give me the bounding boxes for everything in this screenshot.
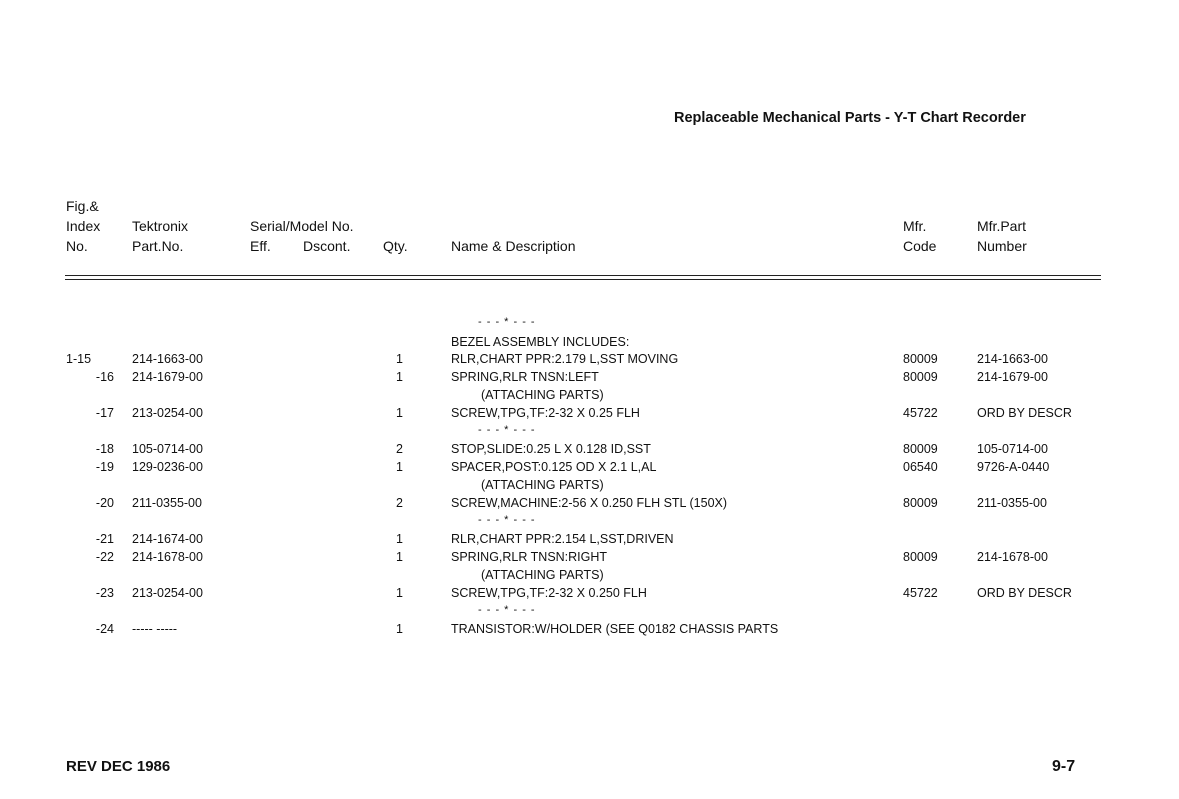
row-qty: 1 (396, 460, 403, 474)
col-header-name-description: Name & Description (451, 238, 576, 254)
row-mfr-code: 80009 (903, 550, 938, 564)
table-row (0, 622, 1179, 640)
row-index: -21 (95, 532, 114, 546)
row-part-number: 214-1678-00 (132, 550, 203, 564)
row-mfr-code: 80009 (903, 352, 938, 366)
row-mfr-part: 211-0355-00 (977, 496, 1047, 510)
row-description: BEZEL ASSEMBLY INCLUDES: (451, 335, 630, 349)
col-header-dscont: Dscont. (303, 238, 351, 254)
col-header-mfr-line2: Code (903, 238, 937, 254)
col-header-mfr-part (977, 216, 1027, 256)
row-index: -17 (95, 406, 114, 420)
header-rule-top (65, 275, 1101, 276)
row-description: RLR,CHART PPR:2.179 L,SST MOVING (451, 352, 679, 366)
row-qty: 2 (396, 442, 403, 456)
row-mfr-part: 214-1663-00 (977, 352, 1048, 366)
table-row (0, 586, 1179, 604)
row-part-number: 213-0254-00 (132, 586, 203, 600)
col-header-mfr-line1: Mfr. (903, 218, 927, 234)
page-title: Replaceable Mechanical Parts - Y-T Chart Recorder (674, 110, 1026, 126)
col-header-fig-index (66, 196, 100, 256)
row-index: -19 (95, 460, 114, 474)
row-description: SCREW,TPG,TF:2-32 X 0.25 FLH (451, 406, 640, 420)
col-header-serial-model: Serial/Model No. (250, 218, 354, 234)
table-row (0, 388, 1179, 406)
col-header-fig-line3: No. (66, 238, 88, 254)
row-description: SPRING,RLR TNSN:LEFT (451, 370, 599, 384)
row-mfr-code: 06540 (903, 460, 938, 474)
table-row (0, 406, 1179, 424)
table-row (0, 550, 1179, 568)
row-mfr-code: 45722 (903, 406, 938, 420)
row-index: -23 (95, 586, 114, 600)
header-rule-bottom (65, 279, 1101, 280)
col-header-mfr-code (903, 216, 936, 256)
row-part-number: 129-0236-00 (132, 460, 203, 474)
table-row (0, 460, 1179, 478)
col-header-fig-line1: Fig.& (66, 198, 99, 214)
row-mfr-code: 45722 (903, 586, 938, 600)
col-header-part-line1: Tektronix (132, 218, 189, 234)
row-description: (ATTACHING PARTS) (481, 478, 604, 492)
col-header-eff: Eff. (250, 238, 271, 254)
row-mfr-part: ORD BY DESCR (977, 586, 1072, 600)
separator-mark: - - - * - - - (478, 316, 536, 328)
page-number: 9-7 (1052, 758, 1076, 775)
row-qty: 1 (396, 532, 403, 546)
row-description: STOP,SLIDE:0.25 L X 0.128 ID,SST (451, 442, 651, 456)
row-mfr-part: ORD BY DESCR (977, 406, 1072, 420)
revision-date: REV DEC 1986 (66, 758, 171, 775)
row-mfr-part: 9726-A-0440 (977, 460, 1050, 474)
row-mfr-code: 80009 (903, 496, 938, 510)
col-header-mfrpart-line2: Number (977, 238, 1027, 254)
separator-mark: - - - * - - - (478, 514, 536, 526)
row-mfr-code: 80009 (903, 442, 938, 456)
row-description: (ATTACHING PARTS) (481, 388, 604, 402)
row-part-number: 211-0355-00 (132, 496, 202, 510)
row-index: -22 (95, 550, 114, 564)
col-header-part-no (132, 216, 188, 256)
row-description: SCREW,TPG,TF:2-32 X 0.250 FLH (451, 586, 647, 600)
row-qty: 1 (396, 550, 403, 564)
row-mfr-code: 80009 (903, 370, 938, 384)
col-header-qty: Qty. (383, 238, 408, 254)
row-description: SCREW,MACHINE:2-56 X 0.250 FLH STL (150X) (451, 496, 728, 510)
table-row (0, 442, 1179, 460)
row-index: -24 (95, 622, 114, 636)
row-index: -20 (95, 496, 114, 510)
row-index: -18 (95, 442, 114, 456)
row-part-number: ----- ----- (132, 622, 178, 636)
table-row (0, 568, 1179, 586)
row-index: -16 (95, 370, 114, 384)
row-description: (ATTACHING PARTS) (481, 568, 604, 582)
col-header-part-line2: Part.No. (132, 238, 184, 254)
col-header-mfrpart-line1: Mfr.Part (977, 218, 1027, 234)
col-header-fig-line2: Index (66, 218, 101, 234)
row-description: RLR,CHART PPR:2.154 L,SST,DRIVEN (451, 532, 674, 546)
row-index: 1-15 (66, 352, 92, 366)
row-qty: 1 (396, 370, 403, 384)
separator-mark: - - - * - - - (478, 424, 536, 436)
table-row (0, 370, 1179, 388)
table-row (0, 532, 1179, 550)
row-part-number: 214-1663-00 (132, 352, 203, 366)
row-mfr-part: 214-1679-00 (977, 370, 1048, 384)
table-row (0, 352, 1179, 370)
row-description: SPACER,POST:0.125 OD X 2.1 L,AL (451, 460, 657, 474)
row-part-number: 214-1679-00 (132, 370, 203, 384)
row-description: TRANSISTOR:W/HOLDER (SEE Q0182 CHASSIS PARTS (451, 622, 779, 636)
table-row (0, 478, 1179, 496)
row-mfr-part: 105-0714-00 (977, 442, 1048, 456)
row-part-number: 105-0714-00 (132, 442, 203, 456)
row-qty: 2 (396, 496, 403, 510)
separator-mark: - - - * - - - (478, 604, 536, 616)
row-description: SPRING,RLR TNSN:RIGHT (451, 550, 608, 564)
row-part-number: 214-1674-00 (132, 532, 203, 546)
table-row (0, 335, 1179, 353)
row-qty: 1 (396, 622, 403, 636)
table-row (0, 496, 1179, 514)
row-mfr-part: 214-1678-00 (977, 550, 1048, 564)
row-part-number: 213-0254-00 (132, 406, 203, 420)
row-qty: 1 (396, 586, 403, 600)
row-qty: 1 (396, 406, 403, 420)
row-qty: 1 (396, 352, 403, 366)
